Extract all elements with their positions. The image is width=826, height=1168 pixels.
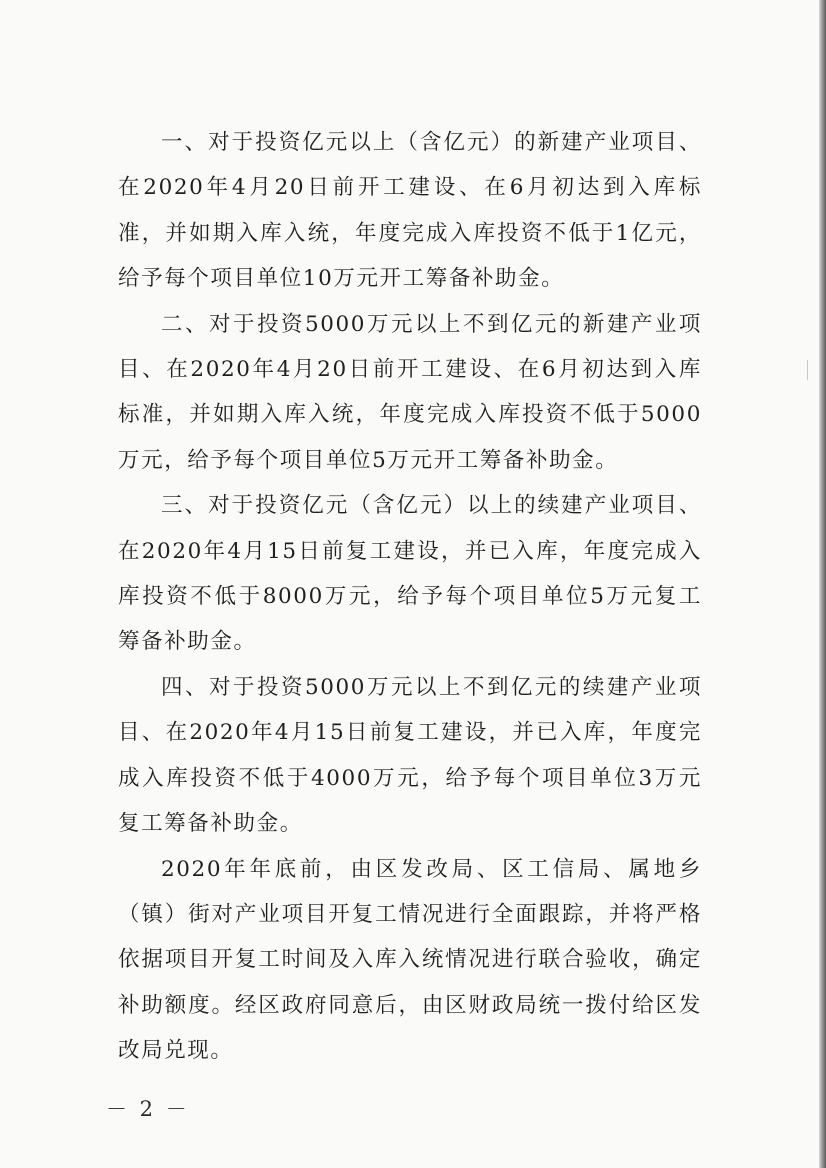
paragraph-4: 四、对于投资5000万元以上不到亿元的续建产业项目、在2020年4月15日前复工建设，并已入库，年度完成入库投资不低于4000万元，给予每个项目单位3万元复工筹备补助金。 [118,674,702,837]
document-body [118,120,702,1074]
paragraph-1: 一、对于投资亿元以上（含亿元）的新建产业项目、在2020年4月20日前开工建设、在6月初达到入库标准，并如期入库入统，年度完成入库投资不低于1亿元，给予每个项目单位10万元开工筹备补助金。 [118,130,702,292]
paragraph-5: 2020年年底前，由区发改局、区工信局、属地乡（镇）街对产业项目开复工情况进行全面跟踪，并将严格依据项目开复工时间及入库入统情况进行联合验收，确定补助额度。经区政府同意后，由区财政局统一拨付给区发改局兑现。 [118,856,702,1064]
scan-edge-shadow [819,0,826,1168]
page-number: － 2 － [106,1097,190,1121]
scan-fold-mark [799,360,808,380]
paragraph-3: 三、对于投资亿元（含亿元）以上的续建产业项目、在2020年4月15日前复工建设，并已入库，年度完成入库投资不低于8000万元，给予每个项目单位5万元复工筹备补助金。 [118,493,702,655]
paragraph-2: 二、对于投资5000万元以上不到亿元的新建产业项目、在2020年4月20日前开工建设、在6月初达到入库标准，并如期入库入统，年度完成入库投资不低于5000万元，给予每个项目单位5万元开工筹备补助金。 [118,311,702,473]
